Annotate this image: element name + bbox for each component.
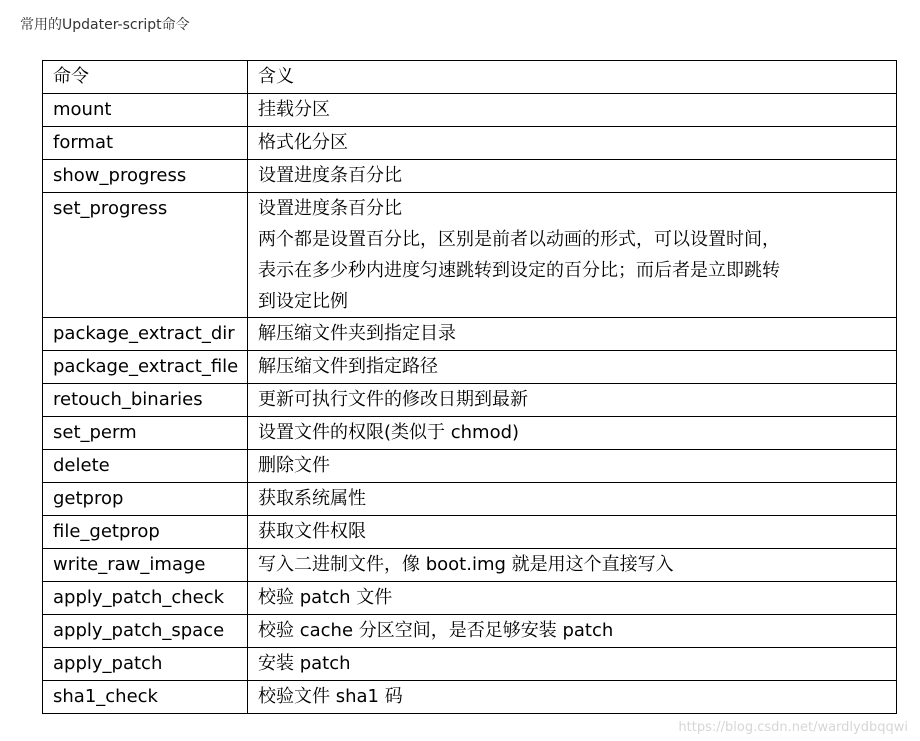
table-row — [43, 516, 897, 549]
meaning-cell — [248, 94, 897, 127]
command-cell: write_raw_image — [43, 549, 248, 582]
command-table-container — [42, 60, 897, 714]
table-row — [43, 648, 897, 681]
table-header-row — [43, 61, 897, 94]
meaning-line: 到设定比例 — [258, 291, 348, 312]
meaning-cell — [248, 483, 897, 516]
command-cell: apply_patch_space — [43, 615, 248, 648]
command-table-body — [43, 61, 897, 714]
command-cell: retouch_binaries — [43, 384, 248, 417]
meaning-cell — [248, 681, 897, 714]
meaning-line: 写入二进制文件，像 boot.img 就是用这个直接写入 — [258, 554, 674, 575]
meaning-cell — [248, 516, 897, 549]
document-title: 常用的Updater-script命令 — [20, 17, 190, 33]
table-row — [43, 582, 897, 615]
meaning-cell — [248, 417, 897, 450]
meaning-line: 获取文件权限 — [258, 521, 366, 542]
meaning-line: 校验文件 sha1 码 — [258, 686, 403, 707]
table-row — [43, 384, 897, 417]
command-cell: format — [43, 127, 248, 160]
command-cell: set_progress — [43, 193, 248, 318]
table-row — [43, 450, 897, 483]
meaning-line: 设置进度条百分比 — [258, 165, 402, 186]
command-cell: set_perm — [43, 417, 248, 450]
table-row — [43, 94, 897, 127]
meaning-line: 校验 patch 文件 — [258, 587, 393, 608]
meaning-line: 获取系统属性 — [258, 488, 366, 509]
command-cell: getprop — [43, 483, 248, 516]
meaning-cell — [248, 549, 897, 582]
meaning-line: 设置文件的权限(类似于 chmod) — [258, 422, 520, 443]
meaning-cell — [248, 450, 897, 483]
meaning-line: 校验 cache 分区空间，是否足够安装 patch — [258, 620, 614, 641]
table-row — [43, 351, 897, 384]
command-cell: package_extract_dir — [43, 318, 248, 351]
meaning-line: 更新可执行文件的修改日期到最新 — [258, 389, 528, 410]
meaning-line: 两个都是设置百分比，区别是前者以动画的形式，可以设置时间， — [258, 229, 780, 250]
table-row — [43, 318, 897, 351]
table-row — [43, 549, 897, 582]
meaning-line: 解压缩文件夹到指定目录 — [258, 323, 456, 344]
command-table — [42, 60, 897, 714]
meaning-line: 安装 patch — [258, 653, 351, 674]
meaning-line: 格式化分区 — [258, 132, 348, 153]
header-command: 命令 — [43, 61, 248, 94]
command-cell: mount — [43, 94, 248, 127]
meaning-cell — [248, 127, 897, 160]
meaning-cell — [248, 160, 897, 193]
meaning-cell — [248, 582, 897, 615]
watermark: https://blog.csdn.net/wardlydbqqwi — [678, 720, 908, 735]
table-row — [43, 160, 897, 193]
table-row — [43, 127, 897, 160]
meaning-line: 表示在多少秒内进度匀速跳转到设定的百分比；而后者是立即跳转 — [258, 260, 780, 281]
meaning-cell — [248, 384, 897, 417]
command-cell: delete — [43, 450, 248, 483]
table-row — [43, 615, 897, 648]
command-cell: file_getprop — [43, 516, 248, 549]
header-meaning: 含义 — [248, 61, 897, 94]
meaning-cell — [248, 648, 897, 681]
table-row — [43, 681, 897, 714]
meaning-line: 删除文件 — [258, 455, 330, 476]
command-cell: package_extract_file — [43, 351, 248, 384]
command-cell: apply_patch — [43, 648, 248, 681]
meaning-cell — [248, 318, 897, 351]
meaning-line: 解压缩文件到指定路径 — [258, 356, 438, 377]
meaning-line: 设置进度条百分比 — [258, 198, 402, 219]
meaning-cell — [248, 193, 897, 318]
command-cell: sha1_check — [43, 681, 248, 714]
table-row — [43, 193, 897, 318]
meaning-line: 挂载分区 — [258, 99, 330, 120]
table-row — [43, 417, 897, 450]
command-cell: show_progress — [43, 160, 248, 193]
meaning-cell — [248, 351, 897, 384]
command-cell: apply_patch_check — [43, 582, 248, 615]
table-row — [43, 483, 897, 516]
meaning-cell — [248, 615, 897, 648]
